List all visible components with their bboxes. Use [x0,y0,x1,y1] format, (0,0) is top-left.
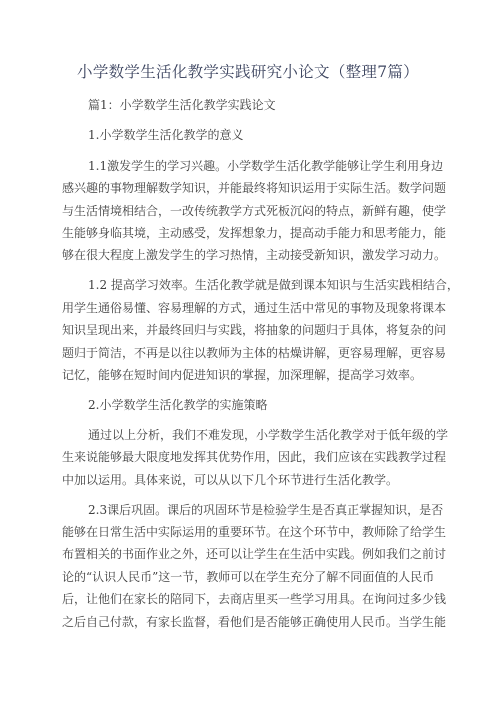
paragraph-line: 通过以上分析，我们不难发现，小学数学生活化教学对于低年级的学 [88,428,449,442]
paragraph-line: 中加以运用。具体来说，可以从以下几个环节进行生活化教学。 [62,473,399,487]
paragraph-line: 2.3课后巩固。课后的巩固环节是检验学生是否真正掌握知识，是否 [88,503,444,517]
paragraph-line: 题归于简洁，不再是以往以教师为主体的枯燥讲解，更容易理解，更容易 [62,346,447,360]
paragraph-line: 知识呈现出来，并最终回归与实践，将抽象的问题归于具体，将复杂的问 [62,323,447,337]
paragraph-line: 生来说能够最大限度地发挥其优势作用，因此，我们应该在实践教学过程 [62,450,447,464]
paragraph-line: 之后自己付款，有家长监督，看他们是否能够正确使用人民币。当学生能 [62,615,447,629]
document-title: 小学数学生活化教学实践研究小论文（整理7篇） [77,63,419,81]
paragraph-line: 用学生通俗易懂、容易理解的方式，通过生活中常见的事物及现象将课本 [62,301,447,315]
paragraph-line: 感兴趣的事物理解数学知识，并能最终将知识运用于实际生活。数学问题 [62,181,447,195]
paragraph-line: 能够在日常生活中实际运用的重要环节。在这个环节中，教师除了给学生 [62,525,447,539]
paragraph-line: 够在很大程度上激发学生的学习热情，主动接受新知识，激发学习动力。 [62,248,447,262]
paragraph-line: 布置相关的书面作业之外，还可以让学生在生活中实践。例如我们之前讨 [62,547,447,561]
paragraph-line: 1.1激发学生的学习兴趣。小学数学生活化教学能够让学生利用身边 [88,159,444,173]
section-label: 篇1：小学数学生活化教学实践论文 [88,98,276,112]
paragraph-line: 后，让他们在家长的陪同下，去商店里买一些学习用具。在询问过多少钱 [62,592,447,606]
paragraph-line: 记忆，能够在短时间内促进知识的掌握，加深理解，提高学习效率。 [62,368,423,382]
paragraph-line: 生能够身临其境，主动感受，发挥想象力，提高动手能力和思考能力，能 [62,226,447,240]
heading-significance: 1.小学数学生活化教学的意义 [88,128,244,142]
heading-strategies: 2.小学数学生活化教学的实施策略 [88,398,268,412]
paragraph-line: 与生活情境相结合，一改传统教学方式死板沉闷的特点，新鲜有趣，使学 [62,204,447,218]
paragraph-line: 论的“认识人民币”这一节，教师可以在学生充分了解不同面值的人民币 [62,570,435,584]
paragraph-line: 1.2 提高学习效率。生活化教学就是做到课本知识与生活实践相结合， [88,278,459,292]
